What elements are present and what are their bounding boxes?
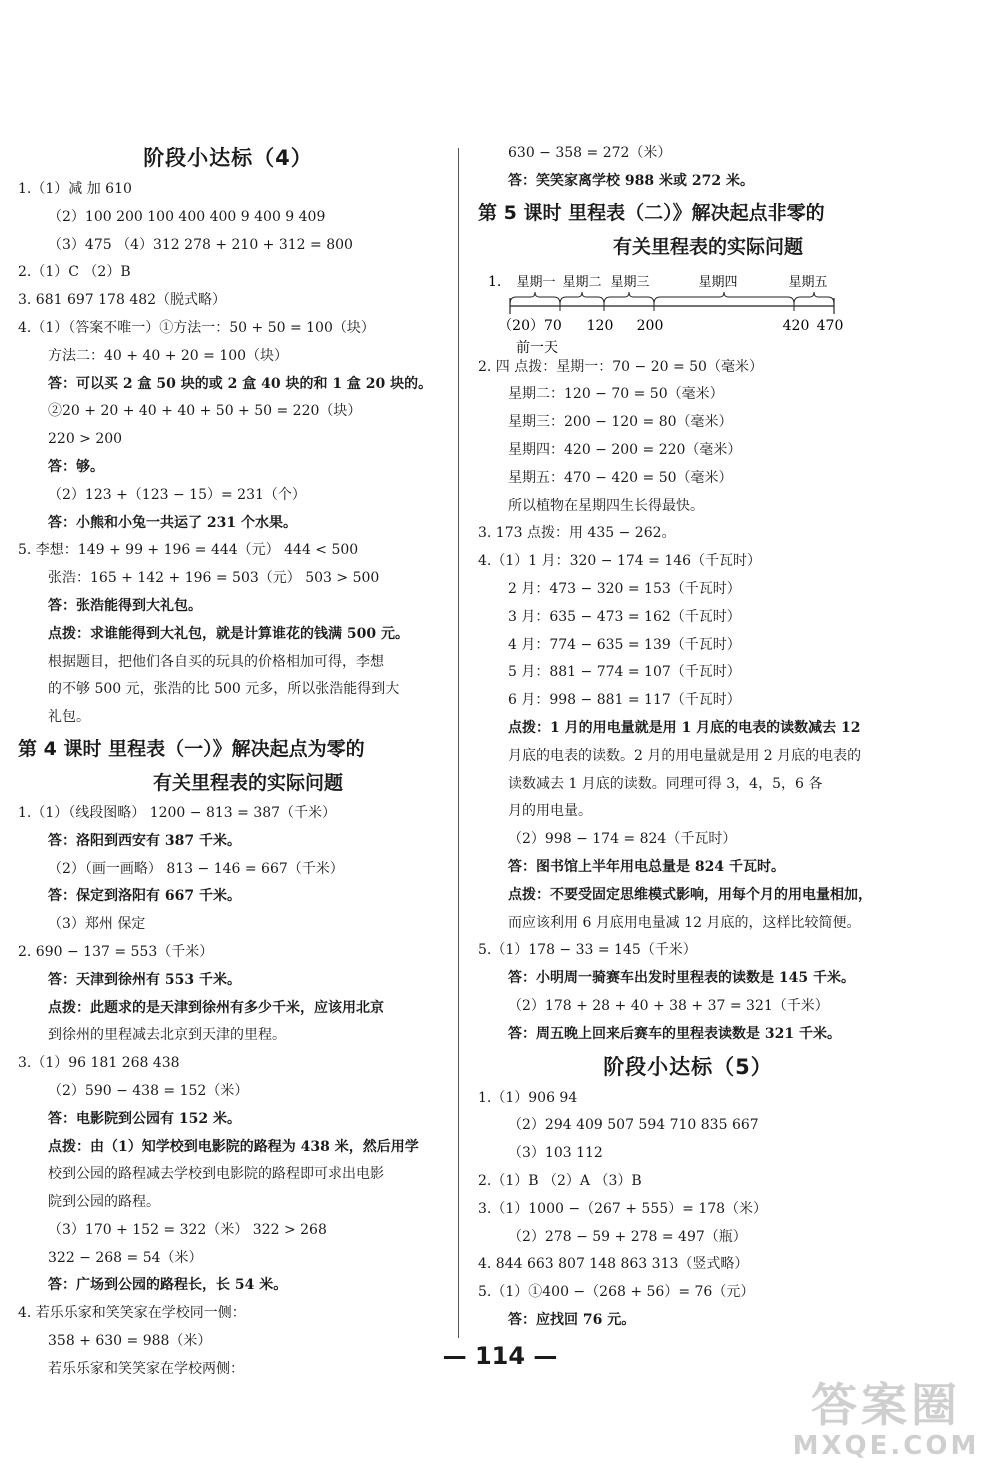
answer-line: （2）123 +（123 − 15）= 231（个） xyxy=(48,486,306,503)
answer-line: 若乐乐家和笑笑家在学校两侧： xyxy=(48,1360,244,1377)
answer-line: 根据题目，把他们各自买的玩具的价格相加可得，李想 xyxy=(48,653,384,670)
answer-line: 1.（1）减 加 610 xyxy=(18,181,132,197)
answer-line: 答：笑笑家离学校 988 米或 272 米。 xyxy=(508,172,754,189)
answer-line: 220 > 200 xyxy=(48,431,123,448)
answer-line: 校到公园的路程减去学校到电影院的路程即可求出电影 xyxy=(48,1166,384,1183)
answer-line: 630 − 358 = 272（米） xyxy=(508,145,672,161)
day-brace xyxy=(604,292,654,304)
answer-line: 答：可以买 2 盒 50 块的或 2 盒 40 块的和 1 盒 20 块的。 xyxy=(48,375,433,392)
answer-line: 月的用电量。 xyxy=(508,803,592,820)
day-label: 星期一 xyxy=(516,274,556,290)
answer-line: 3.（1）1000 −（267 + 555）= 178（米） xyxy=(478,1200,768,1217)
mileage-value: 200 xyxy=(636,317,664,334)
answer-line: 点拨：不要受固定思维模式影响，用每个月的用电量相加， xyxy=(508,886,872,903)
day-brace xyxy=(794,292,834,304)
answer-line: 星期二：120 − 70 = 50（毫米） xyxy=(508,386,724,403)
page-number: — 114 — xyxy=(442,1342,558,1370)
answer-line: 答：广场到公园的路程长，长 54 米。 xyxy=(48,1277,288,1294)
right-top-block xyxy=(478,140,898,264)
lesson-subtitle: 有关里程表的实际问题 xyxy=(152,771,343,794)
answer-line: 答：天津到徐州有 553 千米。 xyxy=(48,971,241,988)
answer-line: 点拨：由（1）知学校到电影院的路程为 438 米，然后用学 xyxy=(48,1138,419,1155)
diagram-note: 前一天 xyxy=(516,339,558,354)
answer-line: 5.（1）①400 −（268 + 56）= 76（元） xyxy=(478,1284,755,1301)
answer-line: （2）590 − 438 = 152（米） xyxy=(48,1082,249,1099)
day-brace xyxy=(510,292,560,304)
answer-line: 5.（1）178 − 33 = 145（千米） xyxy=(478,942,697,959)
answer-line: 2 月：473 − 320 = 153（千瓦时） xyxy=(508,580,741,597)
answer-line: 礼包。 xyxy=(48,709,90,726)
answer-line: 星期五：470 − 420 = 50（毫米） xyxy=(508,469,733,486)
answer-line: 答：洛阳到西安有 387 千米。 xyxy=(48,832,241,849)
answer-line: （2）278 − 59 + 278 = 497（瓶） xyxy=(508,1228,747,1245)
answer-line: 读数减去 1 月底的读数。同理可得 3，4，5，6 各 xyxy=(508,775,823,792)
answer-line: 答：电影院到公园有 152 米。 xyxy=(48,1110,241,1127)
section-title: 阶段小达标（5） xyxy=(603,1054,773,1079)
day-label: 星期三 xyxy=(610,274,650,290)
mileage-value: 470 xyxy=(816,317,844,334)
section-title: 阶段小达标（4） xyxy=(143,146,313,170)
answer-line: 答：保定到洛阳有 667 千米。 xyxy=(48,888,241,905)
answer-line: 2. 690 − 137 = 553（千米） xyxy=(18,943,214,960)
mileage-value: （20）70 xyxy=(498,317,562,334)
answer-line: 4 月：774 − 635 = 139（千瓦时） xyxy=(508,636,741,653)
right-bottom-block xyxy=(478,354,898,1335)
answer-line: 4. 844 663 807 148 863 313（竖式略） xyxy=(478,1256,749,1273)
answer-line: 5 月：881 − 774 = 107（千瓦时） xyxy=(508,664,741,681)
answer-line: ②20 + 20 + 40 + 40 + 50 + 50 = 220（块） xyxy=(48,403,362,420)
answer-line: 点拨：1 月的用电量就是用 1 月底的电表的读数减去 12 xyxy=(508,719,861,736)
answer-line: 张浩：165 + 142 + 196 = 503（元） 503 > 500 xyxy=(48,570,380,587)
answer-line: （2）178 + 28 + 40 + 38 + 37 = 321（千米） xyxy=(508,997,829,1014)
answer-line: 5. 李想：149 + 99 + 196 = 444（元） 444 < 500 xyxy=(18,542,359,559)
answer-line: 所以植物在星期四生长得最快。 xyxy=(508,497,704,514)
watermark-logo: 答案圈 xyxy=(811,1378,961,1432)
day-brace xyxy=(654,292,794,304)
answer-line: 2.（1）B （2）A （3）B xyxy=(478,1172,642,1189)
answer-line: 点拨：此题求的是天津到徐州有多少千米，应该用北京 xyxy=(48,999,384,1016)
answer-line: 3 月：635 − 473 = 162（千瓦时） xyxy=(508,608,741,625)
day-label: 星期五 xyxy=(788,274,828,290)
answer-line: （3）郑州 保定 xyxy=(48,916,146,933)
answer-line: 4. 若乐乐家和笑笑家在学校同一侧： xyxy=(18,1305,246,1322)
watermark-url: MXQE.COM xyxy=(792,1431,980,1461)
answer-line: 3. 173 点拨：用 435 − 262。 xyxy=(478,525,676,542)
answer-line: 2.（1）C （2）B xyxy=(18,264,131,281)
answer-line: 答：够。 xyxy=(48,458,104,475)
answer-line: 3. 681 697 178 482（脱式略） xyxy=(18,292,227,309)
answer-line: （3）103 112 xyxy=(508,1145,603,1162)
answer-line: 4.（1）（答案不唯一）①方法一：50 + 50 = 100（块） xyxy=(18,319,375,336)
mileage-diagram xyxy=(478,264,898,354)
left-column xyxy=(18,140,438,1384)
answer-line: 点拨：求谁能得到大礼包，就是计算谁花的钱满 500 元。 xyxy=(48,625,409,642)
answer-line: 1.（1）906 94 xyxy=(478,1089,578,1106)
answer-line: 答：张浩能得到大礼包。 xyxy=(48,597,202,614)
mileage-diagram-svg xyxy=(478,264,898,354)
answer-line: 答：图书馆上半年用电总量是 824 千瓦时。 xyxy=(508,858,785,875)
answer-line: 1.（1）（线段图略） 1200 − 813 = 387（千米） xyxy=(18,804,337,821)
answer-line: 方法二：40 + 40 + 20 = 100（块） xyxy=(48,347,289,364)
answer-line: 4.（1）1 月：320 − 174 = 146（千瓦时） xyxy=(478,553,762,570)
answer-line: 星期四：420 − 200 = 220（毫米） xyxy=(508,441,742,458)
day-brace xyxy=(560,292,604,304)
answer-line: 院到公园的路程。 xyxy=(48,1194,160,1211)
right-column xyxy=(478,140,898,1335)
lesson-title: 第 5 课时 里程表（二）》解决起点非零的 xyxy=(478,201,825,224)
answer-line: 2. 四 点拨：星期一：70 − 20 = 50（毫米） xyxy=(478,358,763,375)
answer-line: 答：小明周一骑赛车出发时里程表的读数是 145 千米。 xyxy=(508,970,855,987)
answer-line: （3）475 （4）312 278 + 210 + 312 = 800 xyxy=(48,236,353,253)
watermark xyxy=(786,1379,986,1461)
diagram-number: 1. xyxy=(488,273,502,290)
mileage-value: 420 xyxy=(782,317,810,334)
answer-line: （2）998 − 174 = 824（千瓦时） xyxy=(508,831,737,848)
answer-line: （2）294 409 507 594 710 835 667 xyxy=(508,1117,759,1134)
answer-line: 322 − 268 = 54（米） xyxy=(48,1249,203,1266)
column-divider xyxy=(458,148,459,1338)
answer-line: 答：周五晚上回来后赛车的里程表读数是 321 千米。 xyxy=(508,1025,841,1042)
lesson-title: 第 4 课时 里程表（一）》解决起点为零的 xyxy=(18,737,365,760)
answer-line: （3）170 + 152 = 322（米） 322 > 268 xyxy=(48,1221,327,1238)
answer-line: 3.（1）96 181 268 438 xyxy=(18,1055,180,1072)
answer-line: （2）（画一画略） 813 − 146 = 667（千米） xyxy=(48,860,344,877)
answer-line: 6 月：998 − 881 = 117（千瓦时） xyxy=(508,692,741,709)
answer-line: 月底的电表的读数。2 月的用电量就是用 2 月底的电表的 xyxy=(508,747,862,764)
day-label: 星期二 xyxy=(562,274,602,290)
answer-line: 答：小熊和小兔一共运了 231 个水果。 xyxy=(48,514,297,531)
day-label: 星期四 xyxy=(698,274,738,290)
answer-line: 358 + 630 = 988（米） xyxy=(48,1333,212,1350)
answer-line: 到徐州的里程减去北京到天津的里程。 xyxy=(48,1027,286,1044)
lesson-subtitle: 有关里程表的实际问题 xyxy=(612,235,803,258)
mileage-value: 120 xyxy=(586,317,614,334)
answer-line: 星期三：200 − 120 = 80（毫米） xyxy=(508,414,733,431)
answer-line: （2）100 200 100 400 400 9 400 9 409 xyxy=(48,208,326,225)
answer-line: 的不够 500 元，张浩的比 500 元多，所以张浩能得到大 xyxy=(48,681,400,698)
answer-line: 答：应找回 76 元。 xyxy=(508,1311,636,1328)
answer-line: 而应该利用 6 月底用电量减 12 月底的，这样比较简便。 xyxy=(508,914,861,931)
